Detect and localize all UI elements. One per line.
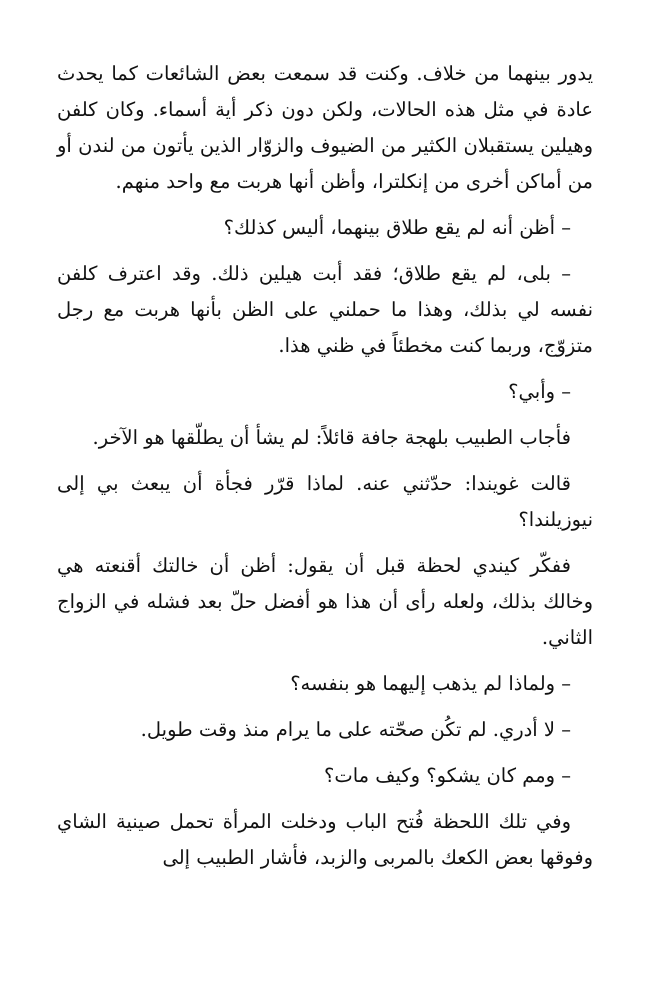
paragraph-10: – ومم كان يشكو؟ وكيف مات؟ [323, 764, 571, 787]
paragraph-6: قالت غويندا: حدّثني عنه. لماذا قرّر فجأة أن يبعث بي إلى نيوزيلندا؟ [57, 472, 593, 531]
paragraph-4: – وأبي؟ [508, 380, 571, 403]
paragraph-3: – بلى، لم يقع طلاق؛ فقد أبت هيلين ذلك. وقد اعترف كلفن نفسه لي بذلك، وهذا ما حملني على الظن بأنها هربت مع رجل متزوّج، وربما كنت مخطئاً في ظني هذا. [57, 262, 593, 357]
paragraph-5: فأجاب الطبيب بلهجة جافة قائلاً: لم يشأ أن يطلّقها هو الآخر. [92, 426, 571, 449]
paragraph-1: يدور بينهما من خلاف. وكنت قد سمعت بعض الشائعات كما يحدث عادة في مثل هذه الحالات، ولكن دون ذكر أية أسماء. وكان كلفن وهيلين يستقبلان الكثير من الضيوف والزوّار الذين يأتون من لندن أو من أماكن أخرى من إنكلترا، وأظن أنها هربت مع واحد منهم. [57, 62, 593, 193]
paragraph-9: – لا أدري. لم تكُن صحّته على ما يرام منذ وقت طويل. [140, 718, 571, 741]
book-page-text [57, 56, 593, 886]
paragraph-2: – أظن أنه لم يقع طلاق بينهما، أليس كذلك؟ [223, 216, 571, 239]
paragraph-7: ففكّر كيندي لحظة قبل أن يقول: أظن أن خالتك أقنعته هي وخالك بذلك، ولعله رأى أن هذا هو أفضل حلّ بعد فشله في الزواج الثاني. [57, 554, 593, 649]
paragraph-11: وفي تلك اللحظة فُتح الباب ودخلت المرأة تحمل صينية الشاي وفوقها بعض الكعك بالمربى والزبد، فأشار الطبيب إلى [57, 810, 593, 869]
paragraph-8: – ولماذا لم يذهب إليهما هو بنفسه؟ [290, 672, 571, 695]
